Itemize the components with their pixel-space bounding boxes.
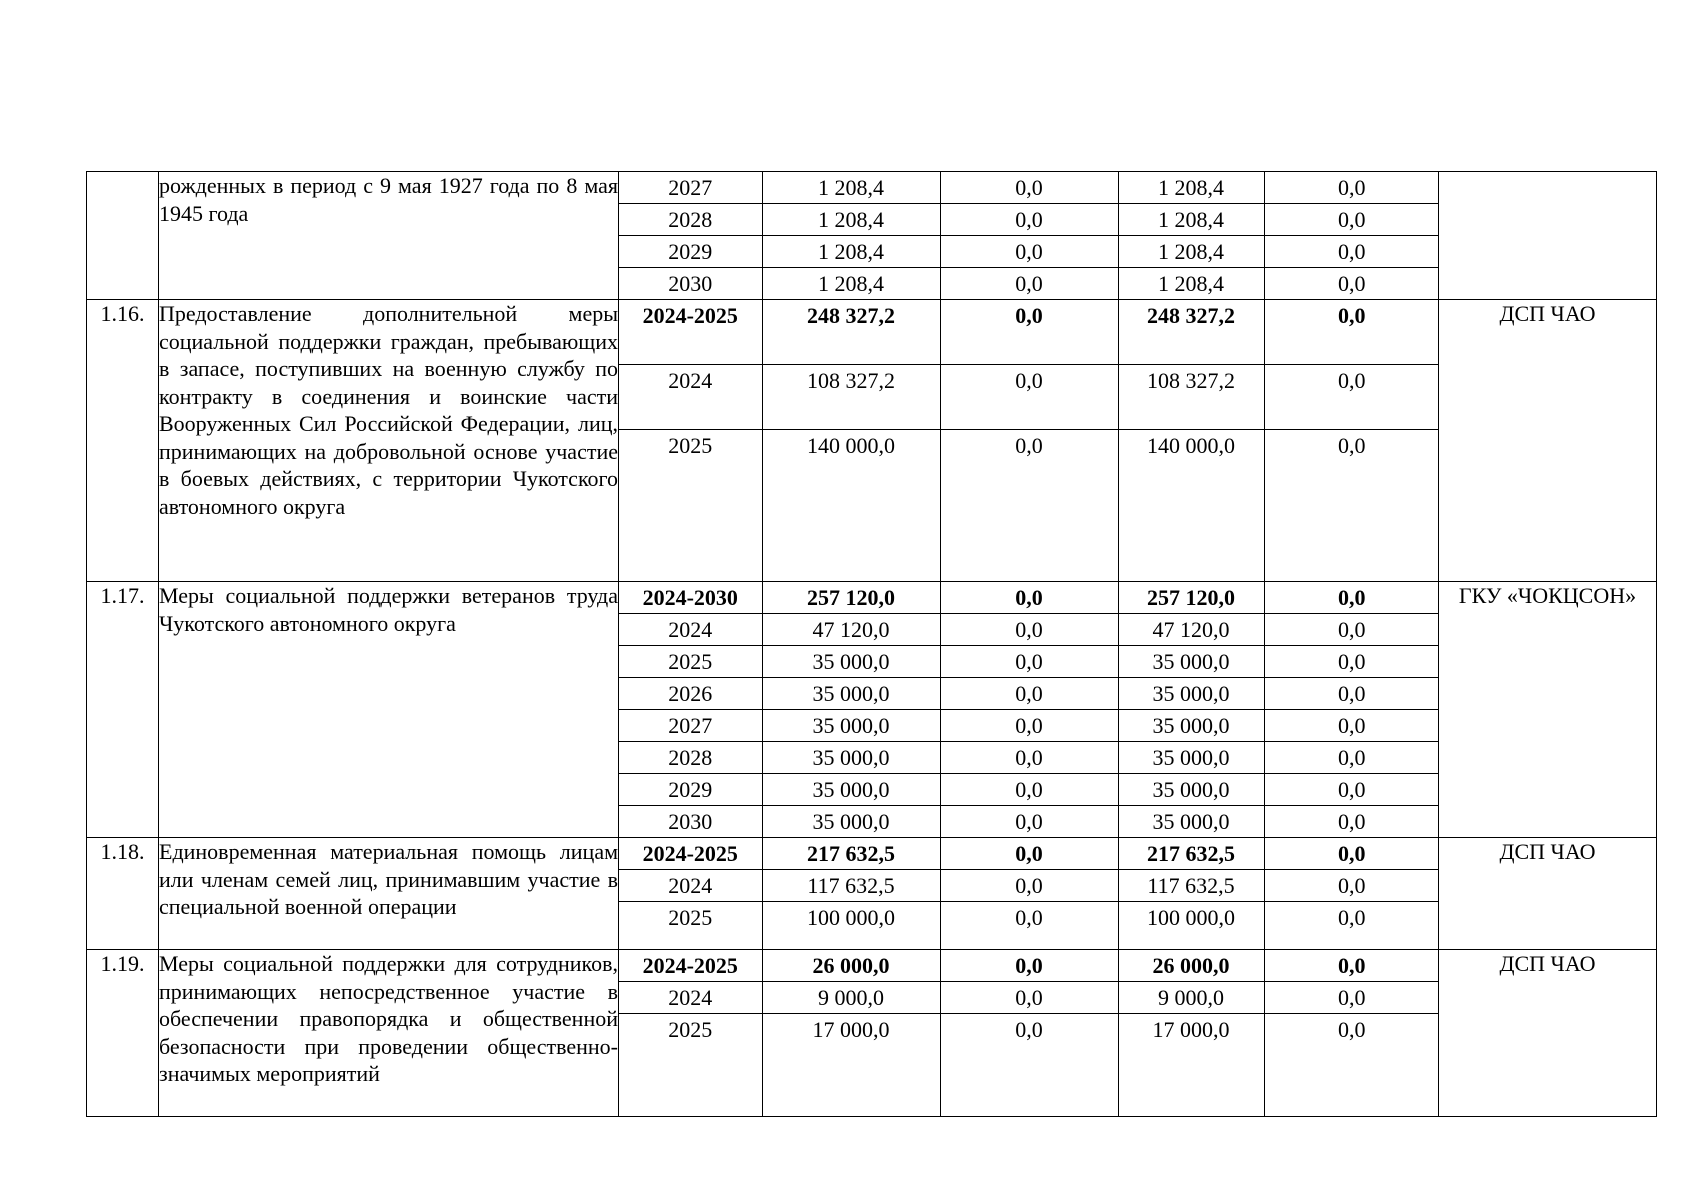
regional-cell: 108 327,2 [1118,365,1264,430]
funding-breakdown [619,950,1439,1116]
federal-cell: 0,0 [940,838,1118,870]
other-cell: 0,0 [1264,300,1439,365]
total-cell: 35 000,0 [762,710,940,742]
period-cell: 2024-2025 [619,838,762,870]
year-row [619,710,1439,742]
federal-cell: 0,0 [940,430,1118,582]
total-cell: 257 120,0 [762,582,940,614]
period-cell: 2025 [619,902,762,950]
total-cell: 1 208,4 [762,172,940,204]
period-cell: 2027 [619,172,762,204]
total-cell: 26 000,0 [762,950,940,982]
total-cell: 217 632,5 [762,838,940,870]
row-description: Предоставление дополнительной меры социальной поддержки граждан, пребывающих в запасе, поступивших на военную службу по контракту в соединения и воинские части Вооруженных Сил Российской Федерации, лиц, принимающих на добровольной основе участие в боевых действиях, с территории Чукотского автономного округа [159,300,619,582]
year-row [619,902,1439,950]
regional-cell: 1 208,4 [1118,236,1264,268]
other-cell: 0,0 [1264,646,1439,678]
year-row [619,806,1439,838]
period-cell: 2028 [619,742,762,774]
federal-cell: 0,0 [940,982,1118,1014]
period-cell: 2024-2030 [619,582,762,614]
total-cell: 35 000,0 [762,806,940,838]
other-cell: 0,0 [1264,774,1439,806]
other-cell: 0,0 [1264,582,1439,614]
federal-cell: 0,0 [940,236,1118,268]
regional-cell: 35 000,0 [1118,646,1264,678]
other-cell: 0,0 [1264,1014,1439,1117]
year-row [619,204,1439,236]
year-row [619,678,1439,710]
table-row [87,582,1657,838]
year-row [619,172,1439,204]
regional-cell: 1 208,4 [1118,268,1264,300]
period-cell: 2030 [619,268,762,300]
total-cell: 100 000,0 [762,902,940,950]
other-cell: 0,0 [1264,950,1439,982]
period-cell: 2024 [619,870,762,902]
regional-cell: 17 000,0 [1118,1014,1264,1117]
year-row [619,614,1439,646]
other-cell: 0,0 [1264,678,1439,710]
period-cell: 2024 [619,365,762,430]
federal-cell: 0,0 [940,614,1118,646]
row-number: 1.17. [87,582,159,838]
year-row [619,742,1439,774]
other-cell: 0,0 [1264,204,1439,236]
other-cell: 0,0 [1264,710,1439,742]
responsible-executor: ДСП ЧАО [1439,950,1657,1117]
total-cell: 117 632,5 [762,870,940,902]
period-cell: 2025 [619,646,762,678]
funding-breakdown [619,300,1439,581]
year-row [619,774,1439,806]
other-cell: 0,0 [1264,806,1439,838]
other-cell: 0,0 [1264,838,1439,870]
year-row [619,430,1439,582]
period-cell: 2029 [619,236,762,268]
total-cell: 35 000,0 [762,774,940,806]
regional-cell: 9 000,0 [1118,982,1264,1014]
federal-cell: 0,0 [940,204,1118,236]
federal-cell: 0,0 [940,582,1118,614]
table-row [87,950,1657,1117]
federal-cell: 0,0 [940,365,1118,430]
year-row [619,365,1439,430]
period-cell: 2024 [619,982,762,1014]
federal-cell: 0,0 [940,1014,1118,1117]
total-row [619,300,1439,365]
federal-cell: 0,0 [940,710,1118,742]
regional-cell: 1 208,4 [1118,172,1264,204]
other-cell: 0,0 [1264,236,1439,268]
other-cell: 0,0 [1264,365,1439,430]
regional-cell: 35 000,0 [1118,806,1264,838]
regional-cell: 35 000,0 [1118,742,1264,774]
total-cell: 248 327,2 [762,300,940,365]
regional-cell: 35 000,0 [1118,774,1264,806]
federal-cell: 0,0 [940,172,1118,204]
total-cell: 140 000,0 [762,430,940,582]
regional-cell: 35 000,0 [1118,678,1264,710]
responsible-executor [1439,172,1657,300]
total-cell: 47 120,0 [762,614,940,646]
federal-cell: 0,0 [940,870,1118,902]
other-cell: 0,0 [1264,742,1439,774]
funding-breakdown [619,838,1439,949]
program-table [86,171,1657,1117]
regional-cell: 26 000,0 [1118,950,1264,982]
total-cell: 1 208,4 [762,236,940,268]
total-cell: 108 327,2 [762,365,940,430]
total-cell: 35 000,0 [762,742,940,774]
regional-cell: 140 000,0 [1118,430,1264,582]
regional-cell: 35 000,0 [1118,710,1264,742]
period-cell: 2027 [619,710,762,742]
federal-cell: 0,0 [940,806,1118,838]
total-row [619,838,1439,870]
regional-cell: 1 208,4 [1118,204,1264,236]
period-cell: 2030 [619,806,762,838]
federal-cell: 0,0 [940,902,1118,950]
period-cell: 2029 [619,774,762,806]
total-row [619,950,1439,982]
row-description: рожденных в период с 9 мая 1927 года по 8 мая 1945 года [159,172,619,300]
responsible-executor: ДСП ЧАО [1439,838,1657,950]
table-row [87,300,1657,582]
other-cell: 0,0 [1264,902,1439,950]
table-row [87,172,1657,300]
regional-cell: 117 632,5 [1118,870,1264,902]
row-number: 1.19. [87,950,159,1117]
row-description: Меры социальной поддержки для сотрудников, принимающих непосредственное участие в обеспечении правопорядка и общественной безопасности при проведении общественно-значимых мероприятий [159,950,619,1117]
federal-cell: 0,0 [940,950,1118,982]
period-cell: 2024-2025 [619,300,762,365]
regional-cell: 248 327,2 [1118,300,1264,365]
period-cell: 2024-2025 [619,950,762,982]
row-description: Меры социальной поддержки ветеранов труда Чукотского автономного округа [159,582,619,838]
federal-cell: 0,0 [940,300,1118,365]
row-number [87,172,159,300]
total-cell: 1 208,4 [762,268,940,300]
total-cell: 17 000,0 [762,1014,940,1117]
total-cell: 1 208,4 [762,204,940,236]
other-cell: 0,0 [1264,870,1439,902]
total-cell: 35 000,0 [762,678,940,710]
federal-cell: 0,0 [940,678,1118,710]
federal-cell: 0,0 [940,646,1118,678]
row-number: 1.16. [87,300,159,582]
other-cell: 0,0 [1264,982,1439,1014]
period-cell: 2026 [619,678,762,710]
year-row [619,646,1439,678]
other-cell: 0,0 [1264,614,1439,646]
table-row [87,838,1657,950]
year-row [619,1014,1439,1117]
period-cell: 2024 [619,614,762,646]
year-row [619,268,1439,300]
responsible-executor: ДСП ЧАО [1439,300,1657,582]
total-cell: 35 000,0 [762,646,940,678]
federal-cell: 0,0 [940,268,1118,300]
regional-cell: 100 000,0 [1118,902,1264,950]
period-cell: 2028 [619,204,762,236]
total-cell: 9 000,0 [762,982,940,1014]
row-number: 1.18. [87,838,159,950]
other-cell: 0,0 [1264,172,1439,204]
responsible-executor: ГКУ «ЧОКЦСОН» [1439,582,1657,838]
regional-cell: 217 632,5 [1118,838,1264,870]
funding-breakdown [619,172,1439,299]
regional-cell: 257 120,0 [1118,582,1264,614]
other-cell: 0,0 [1264,268,1439,300]
row-description: Единовременная материальная помощь лицам или членам семей лиц, принимавшим участие в специальной военной операции [159,838,619,950]
year-row [619,236,1439,268]
regional-cell: 47 120,0 [1118,614,1264,646]
period-cell: 2025 [619,1014,762,1117]
year-row [619,982,1439,1014]
year-row [619,870,1439,902]
total-row [619,582,1439,614]
federal-cell: 0,0 [940,774,1118,806]
federal-cell: 0,0 [940,742,1118,774]
funding-breakdown [619,582,1439,837]
other-cell: 0,0 [1264,430,1439,582]
period-cell: 2025 [619,430,762,582]
